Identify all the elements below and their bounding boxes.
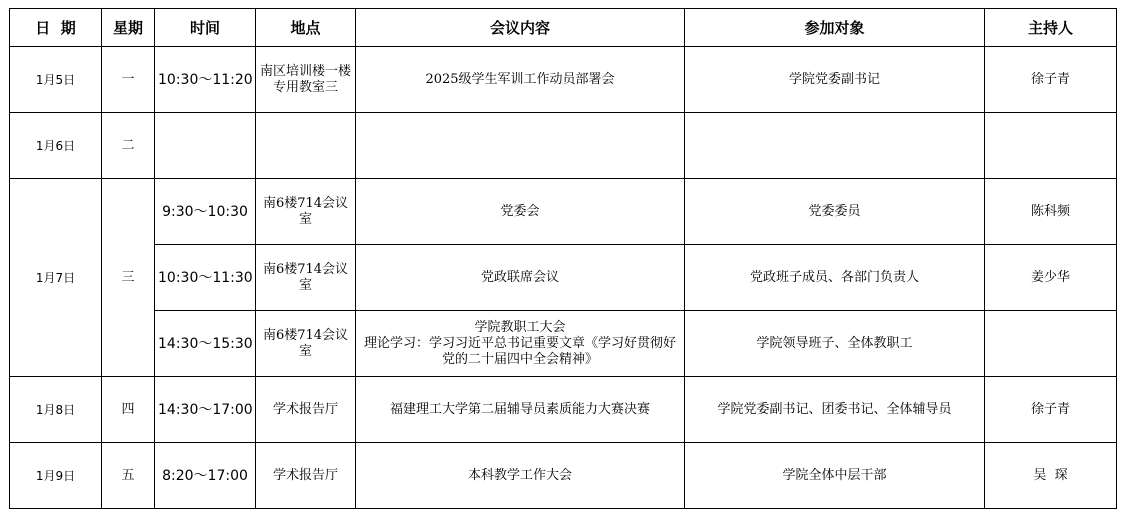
content-line: 理论学习：学习习近平总书记重要文章《学习好贯彻好党的二十届四中全会精神》 [363,335,676,367]
location-cell [256,113,356,179]
host-cell: 吴 琛 [985,443,1117,509]
location-cell: 南6楼714会议室 [256,179,356,245]
time-cell: 9:30～10:30 [155,179,256,245]
host-cell: 徐子青 [985,377,1117,443]
time-cell: 14:30～15:30 [155,311,256,377]
header-row [10,9,1117,47]
content-cell: 党委会 [356,179,685,245]
location-cell: 南6楼714会议室 [256,311,356,377]
weekday-cell: 二 [102,113,155,179]
content-line: 学院教职工大会 [474,319,566,335]
date-cell: 1月6日 [10,113,102,179]
content-cell: 2025级学生军训工作动员部署会 [356,47,685,113]
weekday-cell: 五 [102,443,155,509]
content-cell [356,113,685,179]
attendees-cell: 学院党委副书记 [685,47,985,113]
table-row [10,443,1117,509]
header-weekday: 星期 [102,9,155,47]
location-cell: 学术报告厅 [256,443,356,509]
header-host: 主持人 [985,9,1117,47]
content-cell: 本科教学工作大会 [356,443,685,509]
attendees-cell: 党政班子成员、各部门负责人 [685,245,985,311]
attendees-cell: 学院全体中层干部 [685,443,985,509]
attendees-cell: 学院领导班子、全体教职工 [685,311,985,377]
weekday-cell: 三 [102,179,155,377]
date-cell: 1月8日 [10,377,102,443]
content-cell [356,311,685,377]
table-row [10,377,1117,443]
time-cell: 10:30～11:20 [155,47,256,113]
host-cell [985,311,1117,377]
table-row [10,245,1117,311]
location-cell: 南区培训楼一楼专用教室三 [256,47,356,113]
attendees-cell: 党委委员 [685,179,985,245]
time-cell: 14:30～17:00 [155,377,256,443]
weekday-cell: 一 [102,47,155,113]
header-location: 地点 [256,9,356,47]
header-attendees: 参加对象 [685,9,985,47]
date-cell: 1月5日 [10,47,102,113]
meeting-schedule-table [9,8,1117,509]
attendees-cell: 学院党委副书记、团委书记、全体辅导员 [685,377,985,443]
content-cell: 党政联席会议 [356,245,685,311]
table-row [10,113,1117,179]
date-cell: 1月9日 [10,443,102,509]
time-cell: 10:30～11:30 [155,245,256,311]
host-cell [985,113,1117,179]
table-row [10,47,1117,113]
weekday-cell: 四 [102,377,155,443]
header-time: 时间 [155,9,256,47]
host-cell: 姜少华 [985,245,1117,311]
time-cell: 8:20～17:00 [155,443,256,509]
host-cell: 徐子青 [985,47,1117,113]
time-cell [155,113,256,179]
header-content: 会议内容 [356,9,685,47]
location-cell: 学术报告厅 [256,377,356,443]
table-row [10,311,1117,377]
table-row [10,179,1117,245]
date-cell: 1月7日 [10,179,102,377]
header-date: 日 期 [10,9,102,47]
content-cell: 福建理工大学第二届辅导员素质能力大赛决赛 [356,377,685,443]
location-cell: 南6楼714会议室 [256,245,356,311]
host-cell: 陈科频 [985,179,1117,245]
attendees-cell [685,113,985,179]
